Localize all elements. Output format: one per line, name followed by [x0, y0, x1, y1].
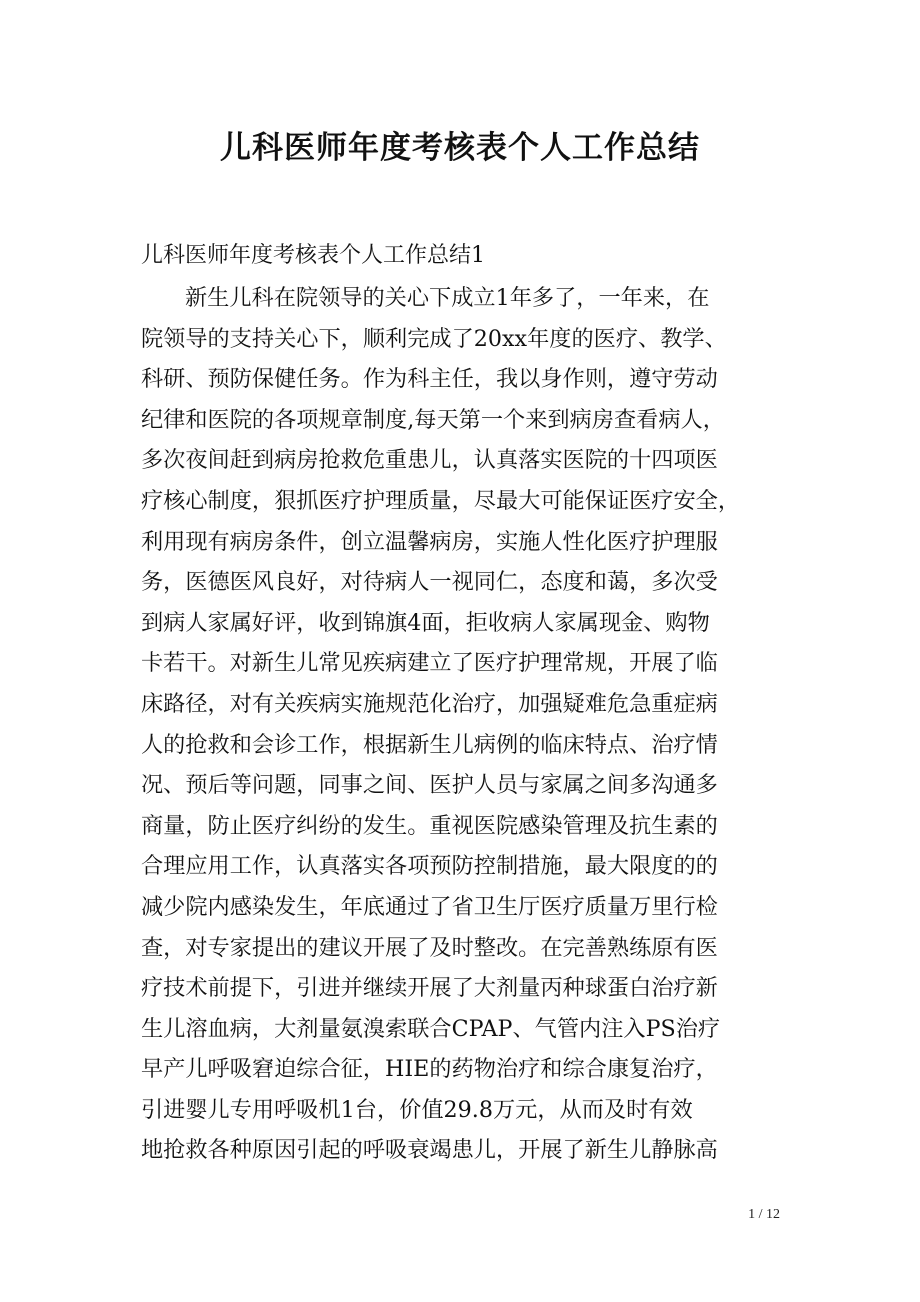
body-line: 况、预后等问题，同事之间、医护人员与家属之间多沟通多 [141, 772, 718, 799]
body-line: 到病人家属好评，收到锦旗4面，拒收病人家属现金、购物 [141, 609, 710, 636]
body-line: 引进婴儿专用呼吸机1台，价值29.8万元，从而及时有效 [141, 1096, 693, 1123]
body-line: 卡若干。对新生儿常见疾病建立了医疗护理常规，开展了临 [141, 650, 718, 677]
body-line: 院领导的支持关心下，顺利完成了20xx年度的医疗、教学、 [141, 325, 727, 352]
body-line: 床路径，对有关疾病实施规范化治疗，加强疑难危急重症病 [141, 690, 718, 717]
page-number: 1 / 12 [748, 1207, 780, 1222]
body-line: 务，医德医风良好，对待病人一视同仁，态度和蔼，多次受 [141, 569, 718, 596]
body-line: 减少院内感染发生，年底通过了省卫生厅医疗质量万里行检 [141, 893, 718, 920]
body-line: 新生儿科在院领导的关心下成立1年多了，一年来，在 [185, 285, 710, 311]
body-line: 疗核心制度，狠抓医疗护理质量，尽最大可能保证医疗安全， [141, 487, 741, 514]
body-line: 多次夜间赶到病房抢救危重患儿，认真落实医院的十四项医 [141, 447, 718, 474]
body-line: 生儿溶血病，大剂量氨溴索联合CPAP、气管内注入PS治疗 [141, 1015, 721, 1042]
body-line: 疗技术前提下，引进并继续开展了大剂量丙种球蛋白治疗新 [141, 975, 718, 1002]
body-text [141, 278, 821, 1171]
section-heading: 儿科医师年度考核表个人工作总结1 [141, 243, 485, 268]
body-line: 查，对专家提出的建议开展了及时整改。在完善熟练原有医 [141, 934, 718, 961]
body-line: 利用现有病房条件，创立温馨病房，实施人性化医疗护理服 [141, 528, 718, 555]
body-line: 纪律和医院的各项规章制度,每天第一个来到病房查看病人， [141, 406, 725, 433]
body-line: 合理应用工作，认真落实各项预防控制措施，最大限度的的 [141, 853, 718, 880]
body-line: 科研、预防保健任务。作为科主任，我以身作则，遵守劳动 [141, 366, 718, 393]
body-line: 早产儿呼吸窘迫综合征，HIE的药物治疗和综合康复治疗， [141, 1056, 718, 1083]
document-title: 儿科医师年度考核表个人工作总结 [220, 130, 700, 166]
body-line: 商量，防止医疗纠纷的发生。重视医院感染管理及抗生素的 [141, 812, 718, 839]
body-line: 人的抢救和会诊工作，根据新生儿病例的临床特点、治疗情 [141, 731, 718, 758]
body-line: 地抢救各种原因引起的呼吸衰竭患儿，开展了新生儿静脉高 [141, 1137, 718, 1164]
